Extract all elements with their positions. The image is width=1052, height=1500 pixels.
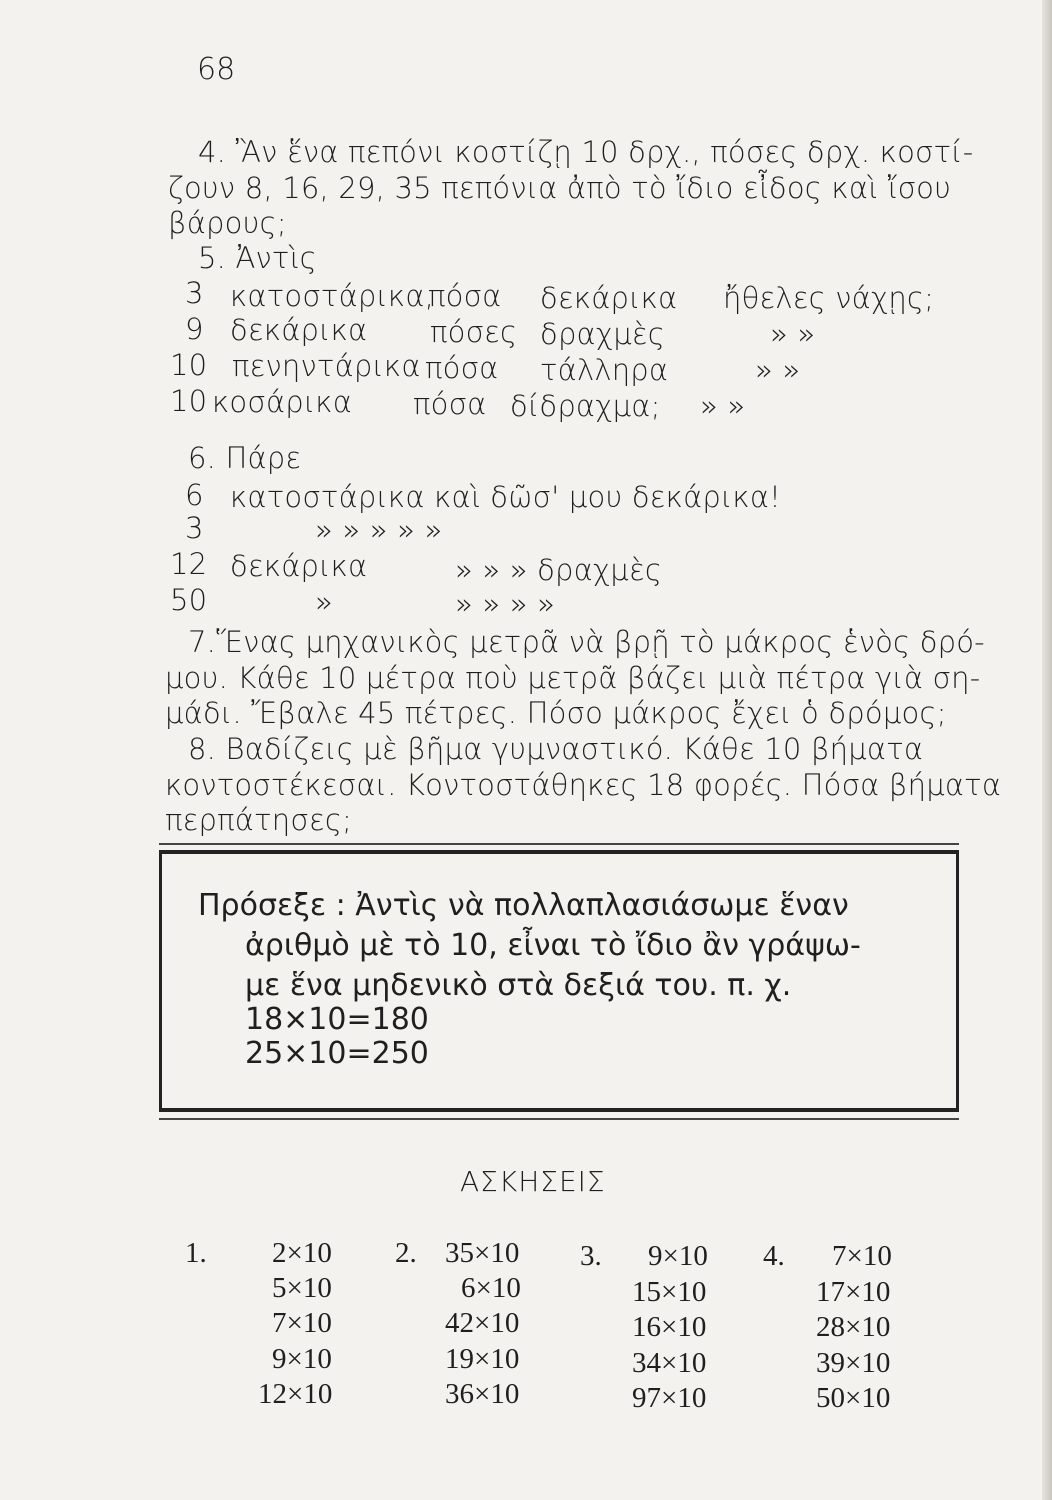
exercises-heading: ΑΣΚΗΣΕΙΣ (460, 1165, 606, 1198)
problem-8-line-3: περπάτησες; (165, 803, 353, 837)
notice-top-rule (159, 843, 959, 845)
row-question: πόσα (425, 351, 499, 385)
row-question: πόσα (428, 279, 502, 313)
problem-4-line-2: ζουν 8, 16, 29, 35 πεπόνια ἀπὸ τὸ ἴδιο εἶδος καὶ ἴσου (168, 171, 952, 205)
problem-4-line-1: 4. Ἂν ἕνα πεπόνι κοστίζῃ 10 δρχ., πόσες δρχ. κοστί- (198, 135, 974, 169)
row-end: » » (755, 353, 801, 387)
exercise-label: 1. (185, 1237, 207, 1269)
row-unit: δίδραχμα; (510, 389, 661, 423)
exercise-item: 7×10 (272, 1307, 332, 1339)
row-number: 9 (185, 312, 204, 346)
row-end: ἤθελες νάχῃς; (723, 281, 935, 315)
row-item: κατοστάρικα, (230, 279, 435, 313)
row-number: 10 (170, 348, 208, 382)
exercise-item: 36×10 (445, 1378, 520, 1410)
exercise-item: 16×10 (632, 1311, 707, 1343)
row-number: 3 (185, 511, 204, 545)
exercise-item: 17×10 (816, 1276, 891, 1308)
exercise-item: 9×10 (272, 1343, 332, 1375)
exercise-item: 28×10 (816, 1311, 891, 1343)
exercise-item: 19×10 (445, 1343, 520, 1375)
exercise-item: 97×10 (632, 1382, 707, 1414)
row-unit: δεκάρικα (540, 281, 678, 315)
problem-4-line-3: βάρους; (168, 206, 287, 240)
notice-bottom-rule (159, 1118, 959, 1120)
row-unit: δραχμὲς (540, 317, 665, 351)
notice-line-2: ἀριθμὸ μὲ τὸ 10, εἶναι τὸ ἴδιο ἂν γράψω- (245, 928, 861, 963)
problem-6-line: » » » » » (315, 513, 443, 547)
exercise-item: 12×10 (258, 1378, 333, 1410)
exercise-item: 35×10 (445, 1237, 520, 1269)
row-item: πενηντάρικα (232, 349, 421, 383)
row-question: πόσα (413, 387, 487, 421)
problem-6-line: » (315, 585, 333, 619)
problem-6-line: κατοστάρικα καὶ δῶσ' μου δεκάρικα! (230, 480, 781, 514)
problem-7-line-3: μάδι. Ἔβαλε 45 πέτρες. Πόσο μάκρος ἔχει ὁ δρόμος; (165, 696, 947, 730)
exercise-item: 5×10 (272, 1272, 332, 1304)
exercise-item: 50×10 (816, 1382, 891, 1414)
exercise-item: 42×10 (445, 1307, 520, 1339)
exercise-item: 7×10 (832, 1240, 892, 1272)
row-number: 50 (170, 583, 208, 617)
problem-6-line: δεκάρικα (230, 549, 368, 583)
page-number: 68 (197, 52, 236, 87)
row-number: 12 (170, 547, 208, 581)
problem-7-line-2: μου. Κάθε 10 μέτρα ποὺ μετρᾶ βάζει μιὰ πέτρα γιὰ ση- (165, 661, 981, 695)
exercise-label: 3. (580, 1240, 602, 1272)
exercise-label: 4. (763, 1240, 785, 1272)
problem-7-line-1: 7.Ἕνας μηχανικὸς μετρᾶ νὰ βρῇ τὸ μάκρος ἑνὸς δρό- (188, 625, 985, 659)
row-question: πόσες (430, 315, 518, 349)
page-edge-shadow (1042, 0, 1052, 1500)
exercise-item: 9×10 (648, 1240, 708, 1272)
problem-6-line-tail: » » » δραχμὲς (455, 553, 663, 587)
problem-5-intro: 5. Ἀντὶς (198, 241, 317, 275)
problem-6-intro: 6. Πάρε (188, 441, 302, 475)
exercise-item: 39×10 (816, 1347, 891, 1379)
notice-example-1: 18×10=180 (245, 1002, 429, 1037)
notice-line-3: με ἕνα μηδενικὸ στὰ δεξιά του. π. χ. (245, 968, 792, 1003)
row-unit: τάλληρα (540, 353, 669, 387)
notice-example-2: 25×10=250 (245, 1036, 429, 1071)
row-number: 6 (185, 478, 204, 512)
exercise-label: 2. (395, 1237, 417, 1269)
row-number: 10 (170, 384, 208, 418)
row-end: » » (700, 389, 746, 423)
problem-8-line-1: 8. Βαδίζεις μὲ βῆμα γυμναστικό. Κάθε 10 βήματα (188, 732, 924, 766)
row-item: κοσάρικα (212, 385, 353, 419)
notice-line-1: Πρόσεξε : Ἀντὶς νὰ πολλαπλασιάσωμε ἕναν (198, 888, 849, 923)
row-number: 3 (185, 276, 204, 310)
row-item: δεκάρικα (230, 313, 368, 347)
row-end: » » (770, 317, 816, 351)
problem-6-line-tail: » » » » (455, 587, 556, 621)
problem-8-line-2: κοντοστέκεσαι. Κοντοστάθηκες 18 φορές. Πόσα βήματα (165, 768, 1002, 802)
exercise-item: 2×10 (272, 1237, 332, 1269)
exercise-item: 34×10 (632, 1347, 707, 1379)
exercise-item: 6×10 (461, 1272, 521, 1304)
exercise-item: 15×10 (632, 1276, 707, 1308)
